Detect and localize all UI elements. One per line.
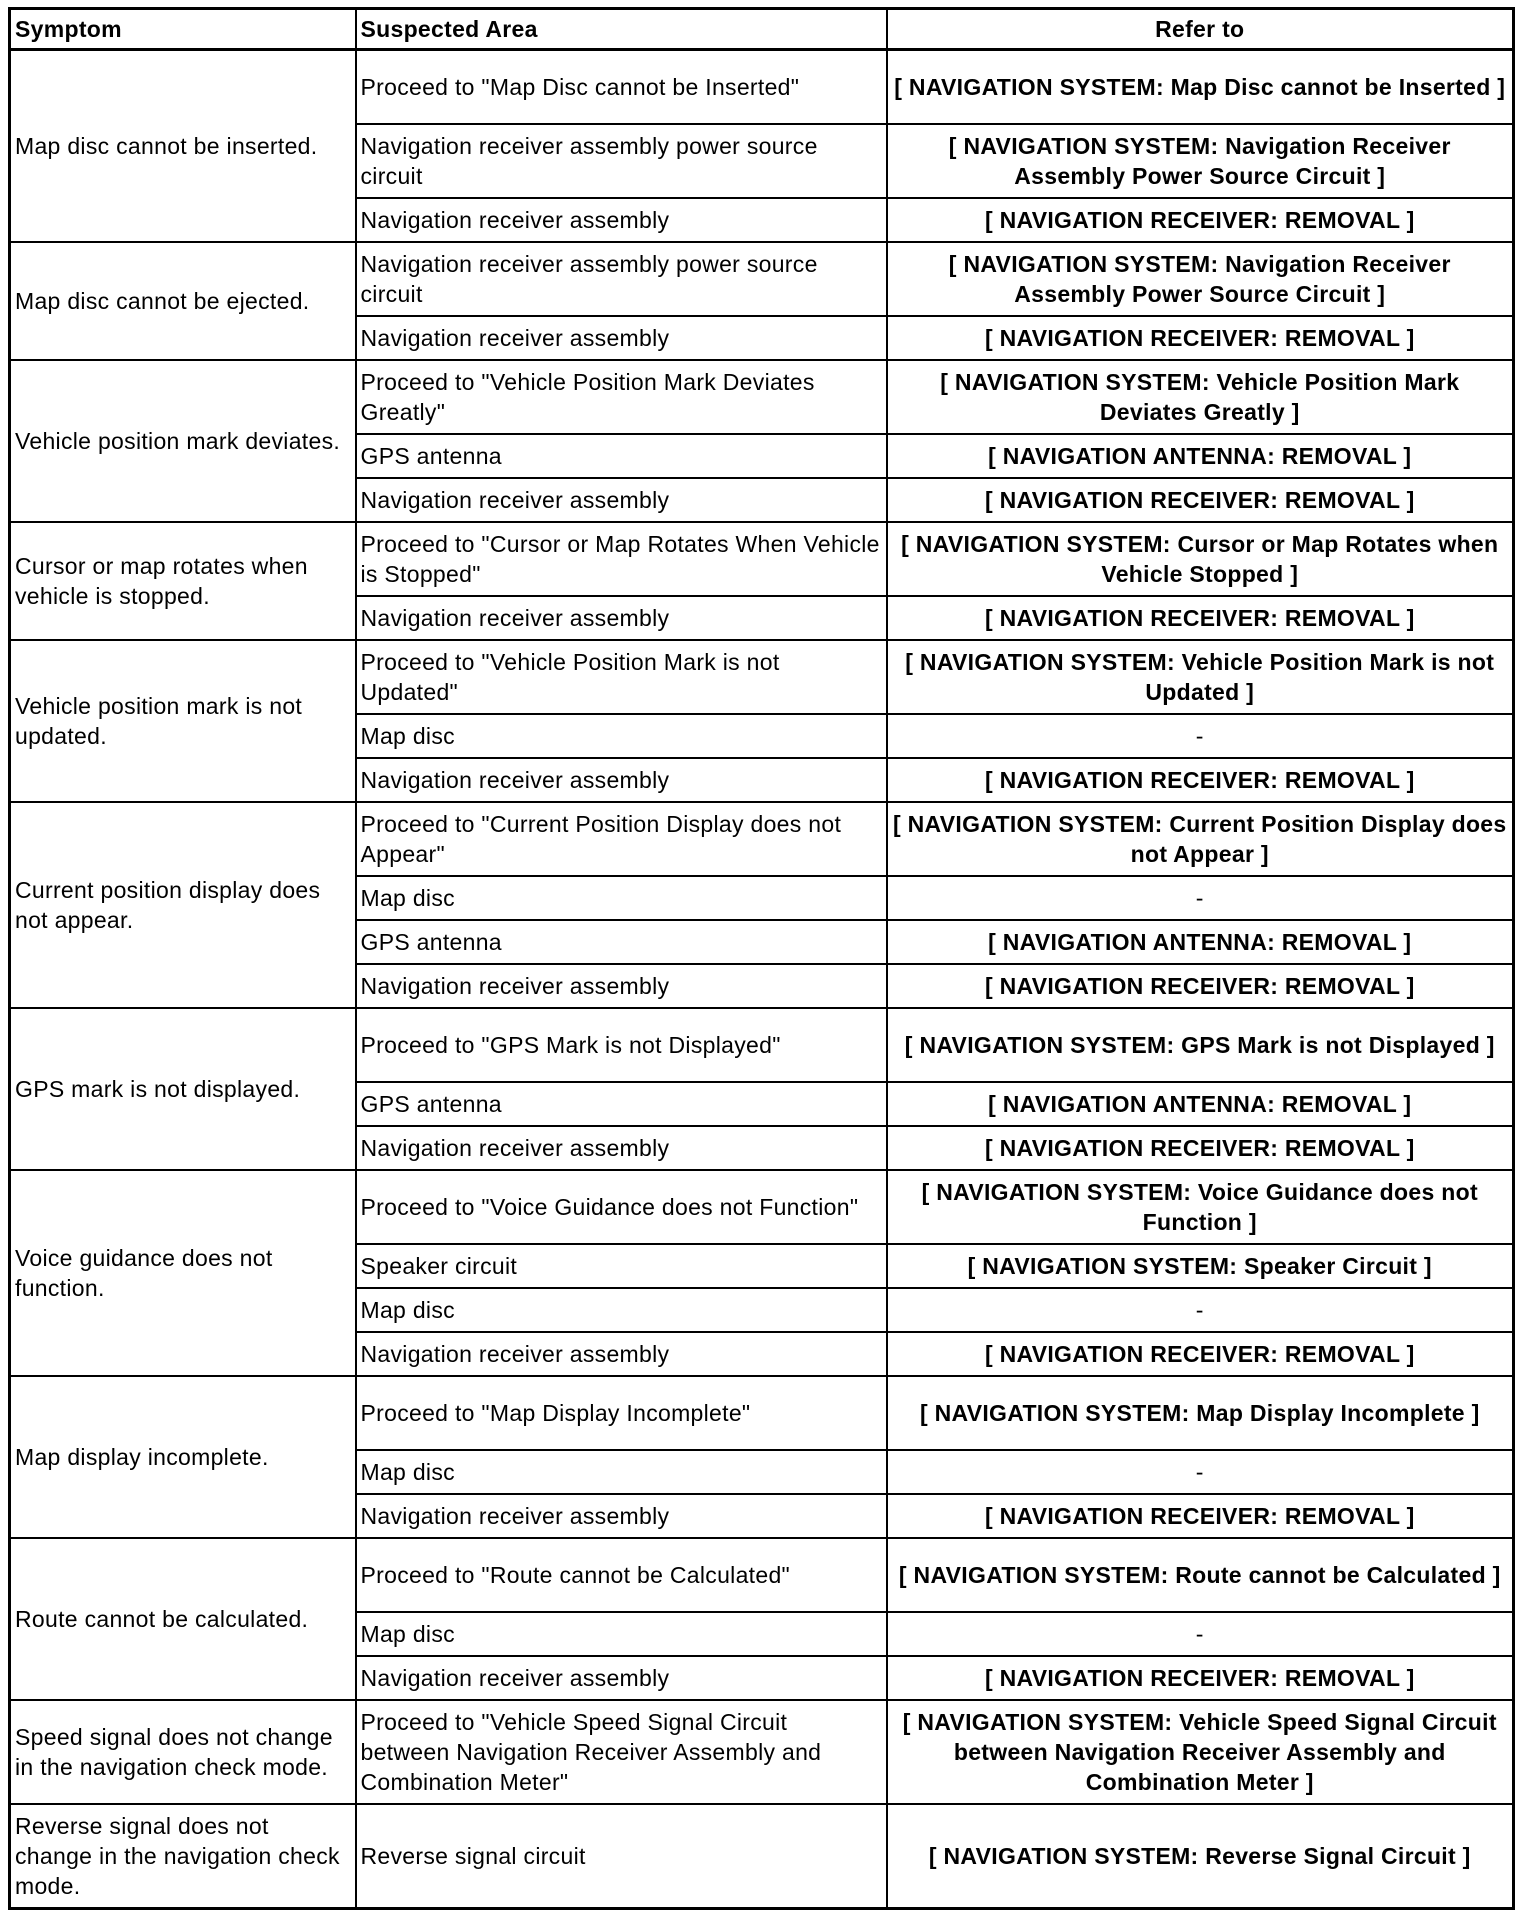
table-row — [10, 1700, 1514, 1804]
refer-to-cell: [ NAVIGATION RECEIVER: REMOVAL ] — [887, 1332, 1514, 1376]
suspected-area-cell: Reverse signal circuit — [356, 1804, 887, 1909]
refer-to-empty-cell: - — [887, 1450, 1514, 1494]
suspected-area-cell: Proceed to "Map Display Incomplete" — [356, 1376, 887, 1450]
symptom-cell: Map disc cannot be inserted. — [10, 50, 356, 243]
refer-to-cell: [ NAVIGATION RECEIVER: REMOVAL ] — [887, 758, 1514, 802]
refer-to-cell: [ NAVIGATION SYSTEM: Map Disc cannot be Inserted ] — [887, 50, 1514, 125]
symptom-cell: Vehicle position mark deviates. — [10, 360, 356, 522]
refer-to-cell: [ NAVIGATION ANTENNA: REMOVAL ] — [887, 434, 1514, 478]
suspected-area-cell: Map disc — [356, 1288, 887, 1332]
table-row — [10, 1538, 1514, 1612]
symptom-cell: Voice guidance does not function. — [10, 1170, 356, 1376]
suspected-area-cell: Navigation receiver assembly — [356, 1332, 887, 1376]
suspected-area-cell: Proceed to "Vehicle Speed Signal Circuit between Navigation Receiver Assembly and Combination Meter" — [356, 1700, 887, 1804]
refer-to-cell: [ NAVIGATION RECEIVER: REMOVAL ] — [887, 1656, 1514, 1700]
symptom-cell: Route cannot be calculated. — [10, 1538, 356, 1700]
suspected-area-cell: Map disc — [356, 1450, 887, 1494]
suspected-area-cell: Proceed to "Voice Guidance does not Function" — [356, 1170, 887, 1244]
symptom-cell: Map disc cannot be ejected. — [10, 242, 356, 360]
table-row — [10, 50, 1514, 125]
suspected-area-cell: Proceed to "Vehicle Position Mark Deviates Greatly" — [356, 360, 887, 434]
refer-to-cell: [ NAVIGATION SYSTEM: Reverse Signal Circuit ] — [887, 1804, 1514, 1909]
refer-to-empty-cell: - — [887, 876, 1514, 920]
symptom-cell: Cursor or map rotates when vehicle is stopped. — [10, 522, 356, 640]
suspected-area-cell: Navigation receiver assembly — [356, 1656, 887, 1700]
table-row — [10, 1170, 1514, 1244]
refer-to-cell: [ NAVIGATION SYSTEM: Cursor or Map Rotates when Vehicle Stopped ] — [887, 522, 1514, 596]
refer-to-cell: [ NAVIGATION SYSTEM: Map Display Incomplete ] — [887, 1376, 1514, 1450]
refer-to-cell: [ NAVIGATION RECEIVER: REMOVAL ] — [887, 1126, 1514, 1170]
suspected-area-cell: Navigation receiver assembly — [356, 1494, 887, 1538]
refer-to-empty-cell: - — [887, 1288, 1514, 1332]
table-row — [10, 1804, 1514, 1909]
table-row — [10, 640, 1514, 714]
table-body — [10, 50, 1514, 1909]
refer-to-cell: [ NAVIGATION SYSTEM: Vehicle Speed Signal Circuit between Navigation Receiver Assembly and Combination Meter ] — [887, 1700, 1514, 1804]
symptom-cell: Map display incomplete. — [10, 1376, 356, 1538]
refer-to-empty-cell: - — [887, 714, 1514, 758]
suspected-area-cell: Proceed to "GPS Mark is not Displayed" — [356, 1008, 887, 1082]
suspected-area-cell: Navigation receiver assembly — [356, 1126, 887, 1170]
suspected-area-cell: Speaker circuit — [356, 1244, 887, 1288]
suspected-area-cell: Map disc — [356, 876, 887, 920]
suspected-area-cell: Navigation receiver assembly — [356, 596, 887, 640]
suspected-area-cell: Map disc — [356, 714, 887, 758]
refer-to-cell: [ NAVIGATION SYSTEM: Navigation Receiver Assembly Power Source Circuit ] — [887, 242, 1514, 316]
suspected-area-cell: Navigation receiver assembly — [356, 198, 887, 242]
suspected-area-cell: Navigation receiver assembly — [356, 964, 887, 1008]
symptom-cell: Speed signal does not change in the navigation check mode. — [10, 1700, 356, 1804]
suspected-area-cell: Proceed to "Route cannot be Calculated" — [356, 1538, 887, 1612]
table-row — [10, 1008, 1514, 1082]
suspected-area-cell: Proceed to "Current Position Display does not Appear" — [356, 802, 887, 876]
suspected-area-cell: Navigation receiver assembly — [356, 478, 887, 522]
refer-to-cell: [ NAVIGATION RECEIVER: REMOVAL ] — [887, 478, 1514, 522]
suspected-area-cell: Map disc — [356, 1612, 887, 1656]
refer-to-cell: [ NAVIGATION SYSTEM: Route cannot be Calculated ] — [887, 1538, 1514, 1612]
header-row — [10, 9, 1514, 50]
symptom-cell: Current position display does not appear. — [10, 802, 356, 1008]
refer-to-empty-cell: - — [887, 1612, 1514, 1656]
suspected-area-cell: Navigation receiver assembly — [356, 758, 887, 802]
suspected-area-cell: Navigation receiver assembly — [356, 316, 887, 360]
table-row — [10, 242, 1514, 316]
suspected-area-cell: Navigation receiver assembly power source circuit — [356, 124, 887, 198]
refer-to-cell: [ NAVIGATION RECEIVER: REMOVAL ] — [887, 964, 1514, 1008]
suspected-area-cell: GPS antenna — [356, 920, 887, 964]
troubleshooting-table — [8, 7, 1515, 1910]
table-row — [10, 1376, 1514, 1450]
suspected-area-cell: GPS antenna — [356, 1082, 887, 1126]
suspected-area-cell: Proceed to "Map Disc cannot be Inserted" — [356, 50, 887, 125]
suspected-area-cell: Navigation receiver assembly power source circuit — [356, 242, 887, 316]
header-refer-to: Refer to — [887, 9, 1514, 50]
refer-to-cell: [ NAVIGATION SYSTEM: Speaker Circuit ] — [887, 1244, 1514, 1288]
header-suspected-area: Suspected Area — [356, 9, 887, 50]
refer-to-cell: [ NAVIGATION SYSTEM: Vehicle Position Mark is not Updated ] — [887, 640, 1514, 714]
refer-to-cell: [ NAVIGATION RECEIVER: REMOVAL ] — [887, 316, 1514, 360]
suspected-area-cell: Proceed to "Vehicle Position Mark is not Updated" — [356, 640, 887, 714]
document-page — [8, 7, 1515, 1910]
refer-to-cell: [ NAVIGATION RECEIVER: REMOVAL ] — [887, 1494, 1514, 1538]
header-symptom: Symptom — [10, 9, 356, 50]
suspected-area-cell: GPS antenna — [356, 434, 887, 478]
refer-to-cell: [ NAVIGATION RECEIVER: REMOVAL ] — [887, 596, 1514, 640]
refer-to-cell: [ NAVIGATION SYSTEM: Current Position Display does not Appear ] — [887, 802, 1514, 876]
refer-to-cell: [ NAVIGATION RECEIVER: REMOVAL ] — [887, 198, 1514, 242]
table-row — [10, 522, 1514, 596]
refer-to-cell: [ NAVIGATION SYSTEM: Navigation Receiver Assembly Power Source Circuit ] — [887, 124, 1514, 198]
table-row — [10, 802, 1514, 876]
refer-to-cell: [ NAVIGATION ANTENNA: REMOVAL ] — [887, 1082, 1514, 1126]
refer-to-cell: [ NAVIGATION SYSTEM: Voice Guidance does not Function ] — [887, 1170, 1514, 1244]
suspected-area-cell: Proceed to "Cursor or Map Rotates When Vehicle is Stopped" — [356, 522, 887, 596]
refer-to-cell: [ NAVIGATION SYSTEM: GPS Mark is not Displayed ] — [887, 1008, 1514, 1082]
refer-to-cell: [ NAVIGATION ANTENNA: REMOVAL ] — [887, 920, 1514, 964]
symptom-cell: Reverse signal does not change in the navigation check mode. — [10, 1804, 356, 1909]
table-row — [10, 360, 1514, 434]
symptom-cell: Vehicle position mark is not updated. — [10, 640, 356, 802]
symptom-cell: GPS mark is not displayed. — [10, 1008, 356, 1170]
refer-to-cell: [ NAVIGATION SYSTEM: Vehicle Position Mark Deviates Greatly ] — [887, 360, 1514, 434]
